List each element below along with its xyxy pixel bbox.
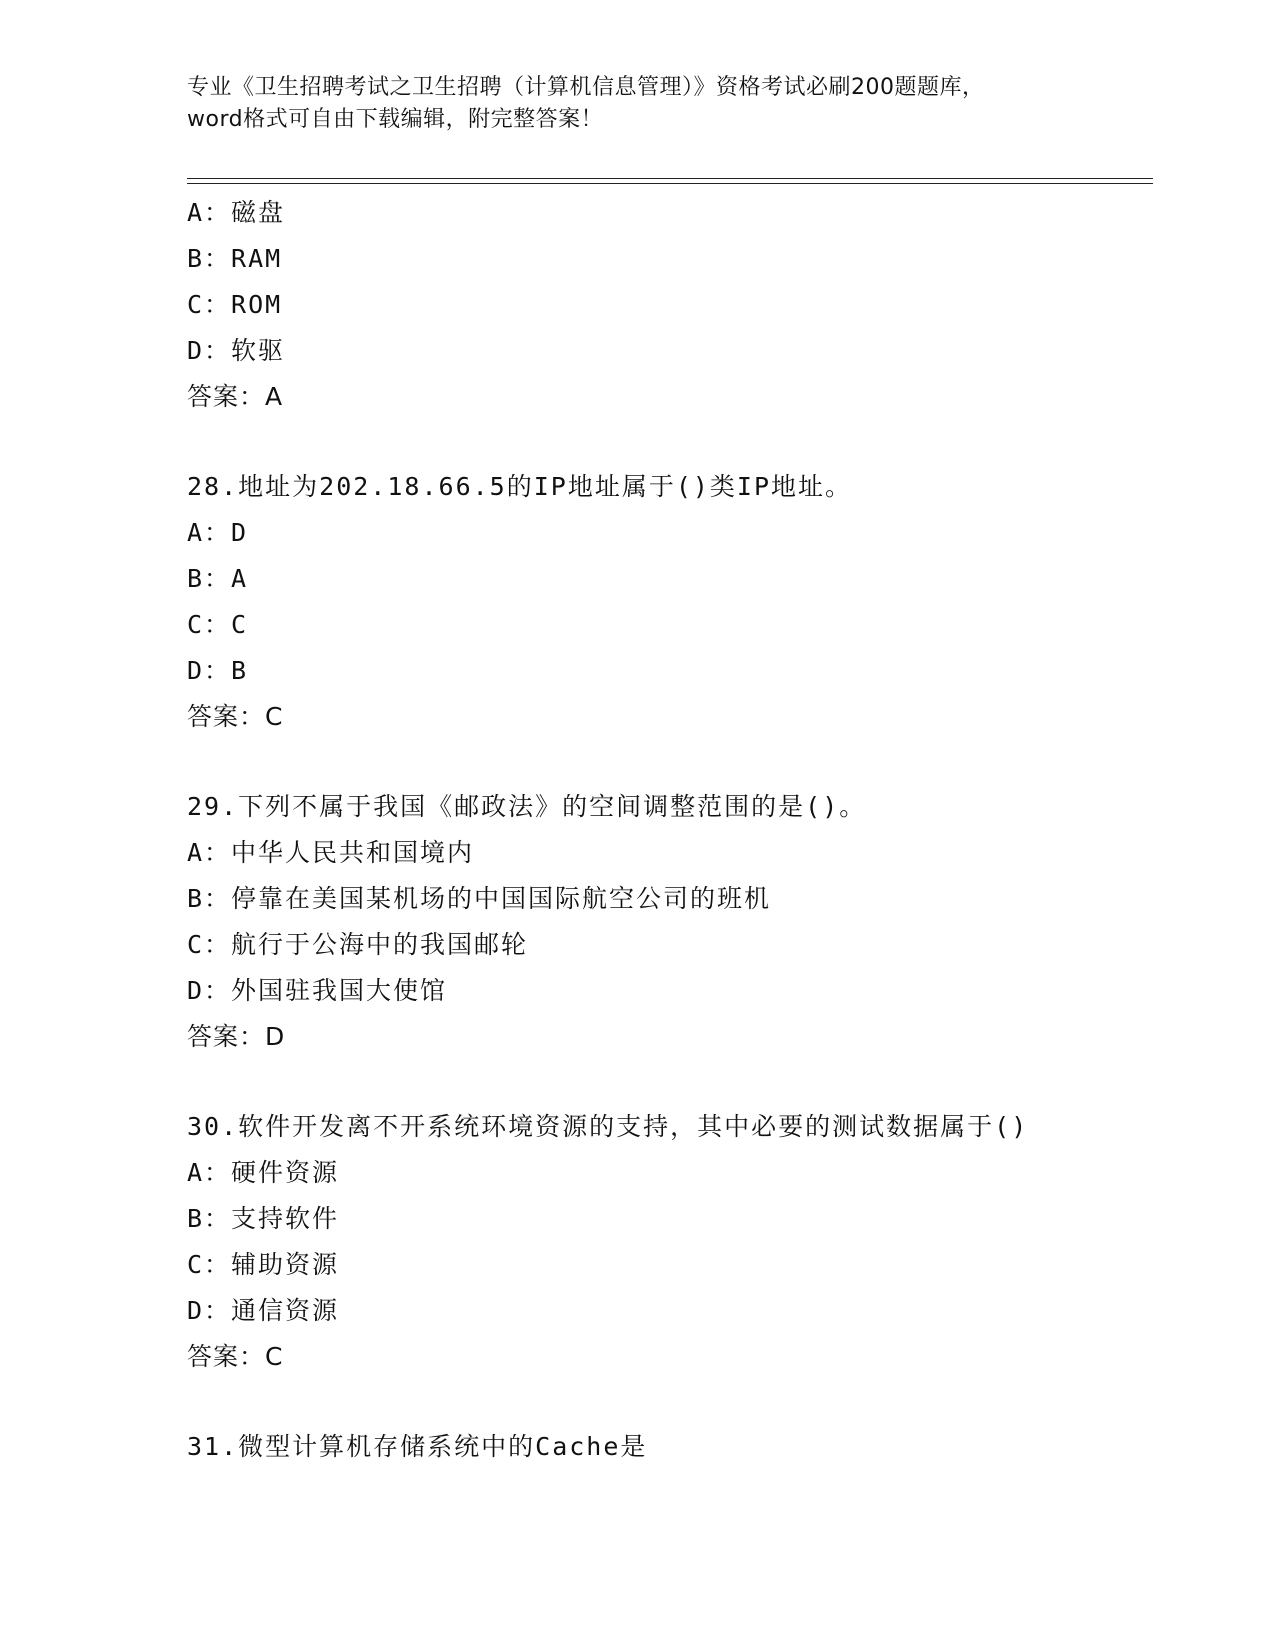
option-c: C：辅助资源 bbox=[187, 1250, 340, 1279]
header-divider-bottom bbox=[187, 183, 1153, 184]
option-b: B：RAM bbox=[187, 244, 283, 273]
question-block-28 bbox=[187, 464, 1153, 740]
option-c: C：C bbox=[187, 610, 249, 639]
question-text: 28.地址为202.18.66.5的IP地址属于()类IP地址。 bbox=[187, 472, 853, 501]
option-c: C：航行于公海中的我国邮轮 bbox=[187, 930, 529, 959]
option-b: B：A bbox=[187, 564, 249, 593]
header-line-1: 专业《卫生招聘考试之卫生招聘（计算机信息管理）》资格考试必刷200题题库， bbox=[187, 75, 985, 100]
question-block-27 bbox=[187, 190, 1153, 420]
answer-text: 答案：D bbox=[187, 1022, 286, 1051]
block-spacer bbox=[187, 420, 1153, 464]
option-a: A：磁盘 bbox=[187, 198, 286, 227]
header-divider-top bbox=[187, 178, 1153, 179]
answer-text: 答案：A bbox=[187, 382, 284, 411]
question-block-30 bbox=[187, 1104, 1153, 1380]
option-a: A：D bbox=[187, 518, 249, 547]
question-block-29 bbox=[187, 784, 1153, 1060]
question-list bbox=[187, 190, 1153, 1470]
question-text: 29.下列不属于我国《邮政法》的空间调整范围的是()。 bbox=[187, 792, 867, 821]
option-a: A：中华人民共和国境内 bbox=[187, 838, 475, 867]
header-line-2: word格式可自由下载编辑，附完整答案！ bbox=[187, 107, 604, 132]
answer-text: 答案：C bbox=[187, 1342, 284, 1371]
option-b: B：停靠在美国某机场的中国国际航空公司的班机 bbox=[187, 884, 772, 913]
option-b: B：支持软件 bbox=[187, 1204, 340, 1233]
document-header bbox=[187, 72, 1107, 136]
question-block-31 bbox=[187, 1424, 1153, 1470]
option-a: A：硬件资源 bbox=[187, 1158, 340, 1187]
block-spacer bbox=[187, 1060, 1153, 1104]
answer-text: 答案：C bbox=[187, 702, 284, 731]
option-c: C：ROM bbox=[187, 290, 283, 319]
option-d: D：B bbox=[187, 656, 249, 685]
block-spacer bbox=[187, 1380, 1153, 1424]
question-text: 31.微型计算机存储系统中的Cache是 bbox=[187, 1432, 648, 1461]
block-spacer bbox=[187, 740, 1153, 784]
question-text: 30.软件开发离不开系统环境资源的支持，其中必要的测试数据属于() bbox=[187, 1112, 1029, 1141]
option-d: D：软驱 bbox=[187, 336, 286, 365]
option-d: D：外国驻我国大使馆 bbox=[187, 976, 448, 1005]
option-d: D：通信资源 bbox=[187, 1296, 340, 1325]
